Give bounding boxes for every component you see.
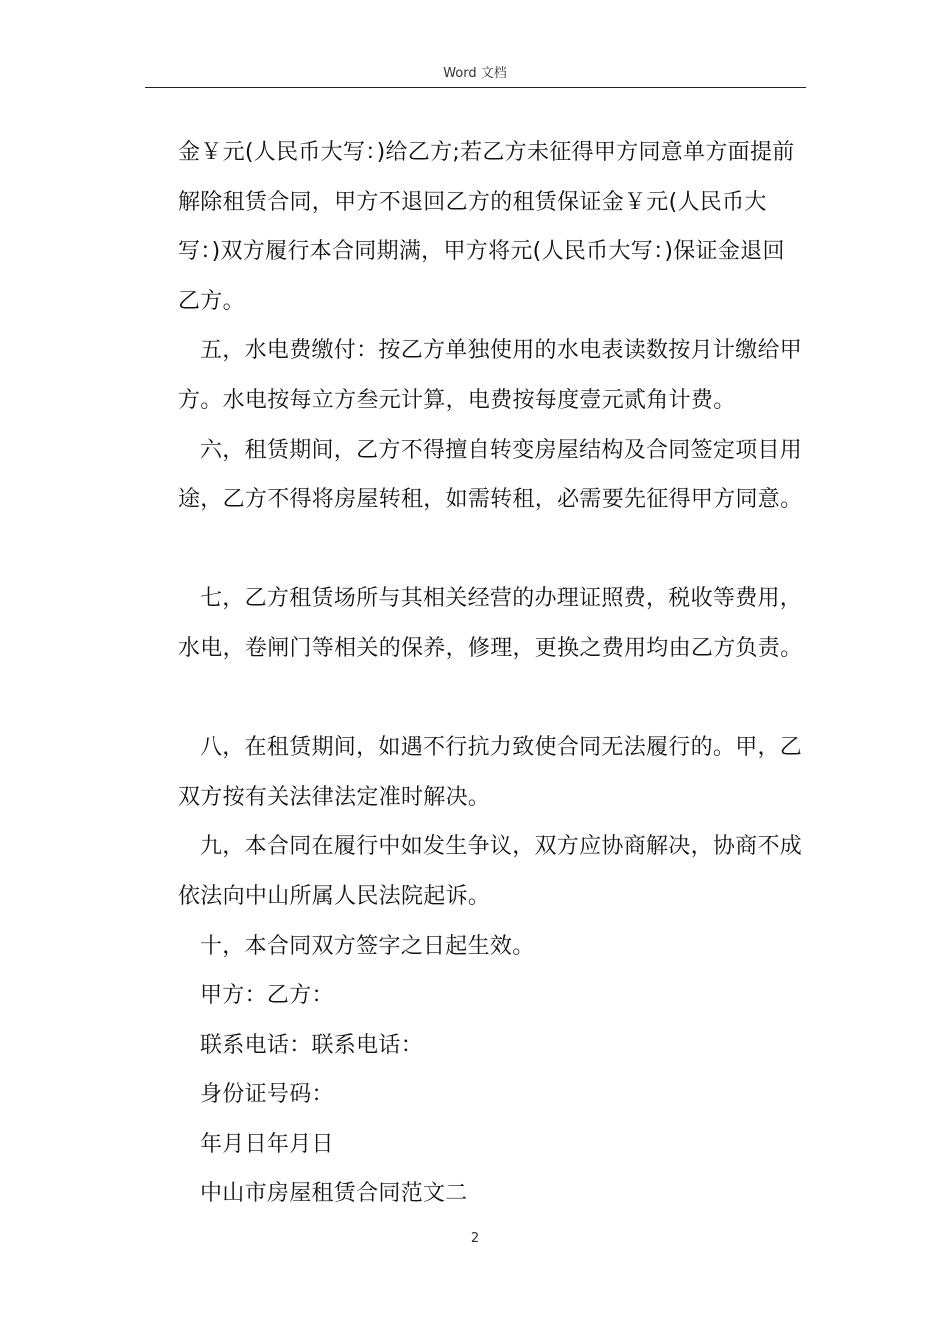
paragraph-line: 金￥元(人民币大写：)给乙方;若乙方未征得甲方同意单方面提前	[178, 140, 795, 165]
paragraph-line: 水电，卷闸门等相关的保养，修理，更换之费用均由乙方负责。	[178, 635, 803, 661]
signature-party-line: 甲方：乙方：	[200, 983, 334, 1009]
paragraph-line: 五，水电费缴付：按乙方单独使用的水电表读数按月计缴给甲	[200, 338, 803, 364]
paragraph-line: 七，乙方租赁场所与其相关经营的办理证照费，税收等费用，	[200, 586, 803, 612]
paragraph-line: 解除租赁合同，甲方不退回乙方的租赁保证金￥元(人民币大	[178, 189, 767, 215]
page-header: Word 文档	[443, 66, 507, 81]
paragraph-line: 八，在租赁期间，如遇不行抗力致使合同无法履行的。甲，乙	[200, 735, 803, 761]
paragraph-line: 写：)双方履行本合同期满，甲方将元(人民币大写：)保证金退回	[178, 239, 785, 265]
paragraph-line: 途，乙方不得将房屋转租，如需转租，必需要先征得甲方同意。	[178, 487, 803, 513]
header-rule	[145, 87, 806, 88]
date-line: 年月日年月日	[200, 1131, 334, 1157]
paragraph-line: 六，租赁期间，乙方不得擅自转变房屋结构及合同签定项目用	[200, 437, 803, 463]
paragraph-line: 双方按有关法律法定准时解决。	[178, 784, 491, 810]
blank-line	[178, 525, 810, 575]
document-body	[178, 128, 810, 1219]
paragraph-line: 十，本合同双方签字之日起生效。	[200, 933, 535, 959]
id-number-line: 身份证号码：	[200, 1082, 334, 1108]
paragraph-line: 依法向中山所属人民法院起诉。	[178, 883, 491, 909]
section-title: 中山市房屋租赁合同范文二	[200, 1181, 468, 1207]
blank-line	[178, 674, 810, 724]
page-number: 2	[470, 1231, 480, 1246]
paragraph-line: 九，本合同在履行中如发生争议，双方应协商解决，协商不成	[200, 834, 803, 860]
paragraph-line: 乙方。	[178, 288, 245, 314]
paragraph-line: 方。水电按每立方叁元计算，电费按每度壹元贰角计费。	[178, 387, 736, 413]
contact-phone-line: 联系电话：联系电话：	[200, 1032, 424, 1058]
